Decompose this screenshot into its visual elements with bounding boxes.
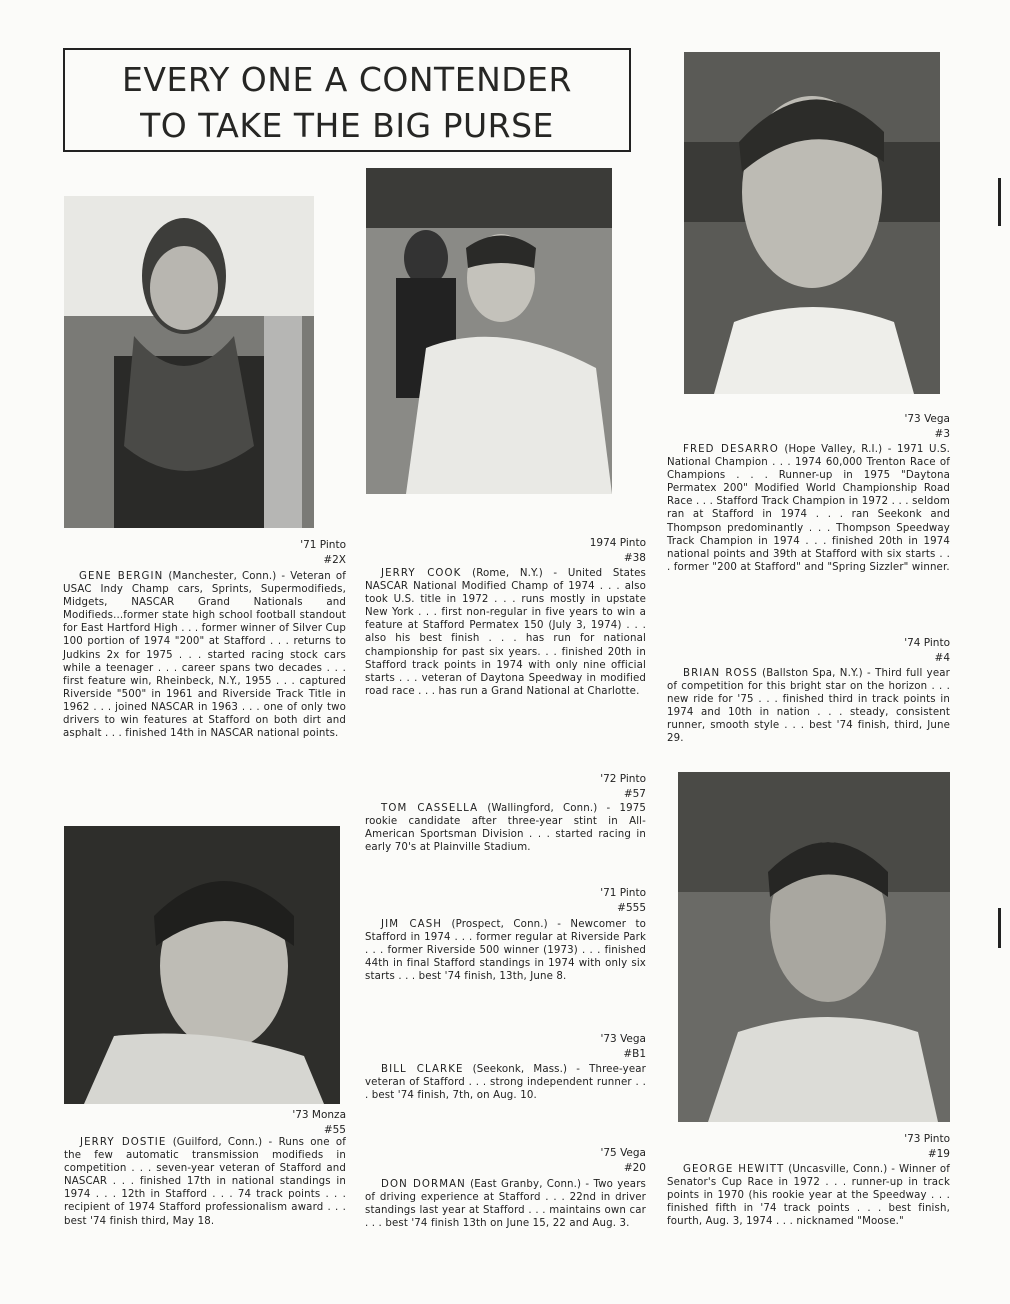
bio-clarke <box>365 1063 646 1102</box>
car-model: 1974 Pinto <box>589 537 646 549</box>
bio-hewitt <box>667 1163 950 1228</box>
car-model: '75 Vega <box>600 1147 646 1159</box>
gene-bergin-photo <box>64 196 314 528</box>
car-model: '73 Vega <box>904 413 950 425</box>
driver-bio: (Guilford, Conn.) - Runs one of the few automatic transmission modifieds in competition . . . seven-year veteran of Stafford and NASCAR . . . finished 17th in national standings in 1974 . . . 12th in Stafford . . . 74 track points . . . recipient of 1974 Stafford professionalism award . . . best '74 finish third, May 18. <box>64 1137 347 1227</box>
car-number: #57 <box>623 788 646 800</box>
driver-name: JIM CASH <box>381 919 443 930</box>
driver-name: TOM CASSELLA <box>381 803 479 814</box>
driver-bio: (Wallingford, Conn.) - 1975 rookie candidate after three-year stint in All-American Sportsman Division . . . started racing in early 70's at Plainville Stadium. <box>365 803 646 854</box>
car-number: #2X <box>323 554 346 566</box>
driver-name: FRED DESARRO <box>683 444 779 455</box>
car-label-cook <box>500 536 646 566</box>
car-model: '74 Pinto <box>904 637 950 649</box>
driver-name: JERRY DOSTIE <box>80 1137 167 1148</box>
bio-desarro <box>667 443 950 574</box>
car-label-dostie <box>200 1108 346 1138</box>
car-model: '73 Monza <box>292 1109 346 1121</box>
car-label-ross <box>804 636 950 666</box>
driver-bio: (Hope Valley, R.I.) - 1971 U.S. National Champion . . . 1974 60,000 Trenton Race of Champions . . . Runner-up in 1975 "Daytona Permatex 200" Modified World Championship Road Race . . . Stafford Track Champion in 1972 . . . seldom ran at Stafford in 1974 . . . ran Seekonk and Thompson predominantly . . . Thompson Speedway Track Champion in 1974 . . . finished 20th in 1974 national points and 39th at Stafford with six starts . . . former "200 at Stafford" and "Spring Sizzler" winner. <box>667 444 951 573</box>
bio-ross <box>667 667 950 746</box>
bio-dostie <box>64 1136 346 1228</box>
driver-name: BILL CLARKE <box>381 1064 464 1075</box>
title-line-2: TO TAKE THE BIG PURSE <box>140 106 554 145</box>
car-number: #19 <box>927 1148 950 1160</box>
car-model: '71 Pinto <box>300 539 346 551</box>
page-title <box>63 48 631 152</box>
driver-name: BRIAN ROSS <box>683 668 758 679</box>
car-model: '73 Pinto <box>904 1133 950 1145</box>
jerry-cook-photo <box>366 168 612 494</box>
driver-name: GEORGE HEWITT <box>683 1164 785 1175</box>
driver-bio: (Manchester, Conn.) - Veteran of USAC Indy Champ cars, Sprints, Supermodifieds, Midgets, NASCAR Grand Nationals and Modifieds...former state high school football standout for East Hartford High . . . former winner of Silver Cup 100 portion of 1974 "200" at Stafford . . . returns to Judkins 2x for 1975 . . . started racing stock cars while a teenager . . . career spans two decades . . . first feature win, Rheinbeck, N.Y., 1955 . . . captured Riverside "500" in 1961 and Riverside Track Title in 1962 . . . joined NASCAR in 1963 . . . one of only two drivers to win features at Stafford on both dirt and asphalt . . . finished 14th in NASCAR national points. <box>63 571 346 740</box>
bio-bergin <box>63 570 346 740</box>
car-number: #3 <box>934 428 950 440</box>
car-label-dorman <box>500 1146 646 1176</box>
car-number: #55 <box>323 1124 346 1136</box>
driver-bio: (Uncasville, Conn.) - Winner of Senator's Cup Race in 1972 . . . runner-up in track points in 1970 (his rookie year at the Speedway . . . finished fifth in '74 track points . . . best finish, fourth, Aug. 3, 1974 . . . nicknamed "Moose." <box>667 1164 951 1228</box>
bio-cassella <box>365 802 646 854</box>
car-number: #38 <box>623 552 646 564</box>
car-label-bergin <box>200 538 346 568</box>
car-model: '73 Vega <box>600 1033 646 1045</box>
car-label-cash <box>500 886 646 916</box>
driver-bio: (Ballston Spa, N.Y.) - Third full year of competition for this bright star on the horizon . . . new ride for '75 . . . finished third in track points in 1974 and 10th in nation . . . steady, consistent runner, smooth style . . . best '74 finish, third, June 29. <box>667 668 951 745</box>
driver-name: DON DORMAN <box>381 1179 466 1190</box>
car-label-clarke <box>500 1032 646 1062</box>
car-model: '72 Pinto <box>600 773 646 785</box>
jerry-dostie-photo <box>64 826 340 1104</box>
car-number: #4 <box>934 652 950 664</box>
title-line-1: EVERY ONE A CONTENDER <box>122 60 572 99</box>
driver-bio: (Prospect, Conn.) - Newcomer to Stafford in 1974 . . . former regular at Riverside Park . . . former Riverside 500 winner (1973) . . . finished 44th in final Stafford standings in 1974 with only six starts . . . best '74 finish, 13th, June 8. <box>365 919 647 983</box>
car-number: #20 <box>623 1162 646 1174</box>
car-number: #555 <box>617 902 646 914</box>
car-model: '71 Pinto <box>600 887 646 899</box>
driver-bio: (Seekonk, Mass.) - Three-year veteran of Stafford . . . strong independent runner . . . best '74 finish, 7th, on Aug. 10. <box>365 1064 646 1102</box>
fred-desarro-photo <box>684 52 940 394</box>
bio-dorman <box>365 1178 646 1230</box>
car-label-hewitt <box>804 1132 950 1162</box>
car-label-desarro <box>804 412 950 442</box>
scan-edge-mark <box>998 908 1001 948</box>
driver-bio: (East Granby, Conn.) - Two years of driving experience at Stafford . . . 22nd in driver standings last year at Stafford . . . maintains own car . . . best '74 finish 13th on June 15, 22 and Aug. 3. <box>365 1179 646 1230</box>
scan-edge-mark <box>998 178 1001 226</box>
driver-bio: (Rome, N.Y.) - United States NASCAR National Modified Champ of 1974 . . . also took U.S. title in 1972 . . . runs mostly in upstate New York . . . first non-regular in five years to win a feature at Stafford Permatex 150 (July 3, 1974) . . . also his best finish . . . has run for national championship for past six years. . . finished 20th in Stafford track points in 1974 with only nine official starts . . . veteran of Daytona Speedway in modified road race . . . has run a Grand National at Charlotte. <box>365 568 647 697</box>
bio-cash <box>365 918 646 983</box>
car-label-cassella <box>500 772 646 802</box>
george-hewitt-photo <box>678 772 950 1122</box>
car-number: #B1 <box>623 1048 646 1060</box>
driver-name: JERRY COOK <box>381 568 462 579</box>
bio-cook <box>365 567 646 698</box>
driver-name: GENE BERGIN <box>79 571 164 582</box>
